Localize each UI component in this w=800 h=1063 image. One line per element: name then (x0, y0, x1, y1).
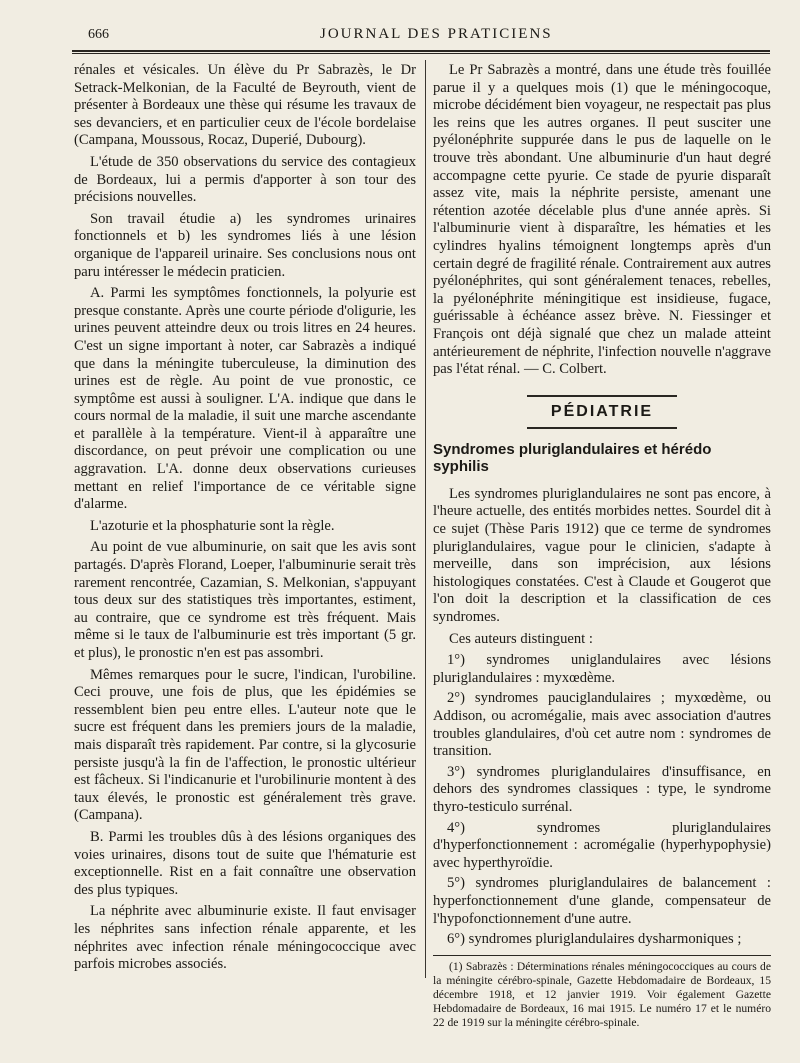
article-title: Syndromes pluriglandulaires et hérédo syphilis (433, 440, 712, 476)
paragraph: Les syndromes pluriglandulaires ne sont pas encore, à l'heure actuelle, des entités morbides nettes. Sourdel dit à ce sujet (Thèse Paris 1912) que ce terme de syndromes pluriglandulaires, vague pour le clinicien, s'adapte à merveille, dans son imprécision, aux lésions histologiques constatées. C'est à Claude et Gougerot que l'on doit la description et la classification de ces syndromes. (433, 485, 771, 626)
page-header (70, 22, 770, 48)
list-item: 6°) syndromes pluriglandulaires dysharmoniques ; (447, 931, 742, 948)
paragraph: Au point de vue albuminurie, on sait que les avis sont partagés. D'après Florand, Loeper, l'albuminurie serait très rarement rencontrée, Cazamian, S. Melkonian, s'appuyant tous deux sur des statistiques très importantes, estiment, au contraire, que ce syndrome est très fréquent. Mais même si le taux de l'albuminurie est très important (5 gr. et plus), le pronostic n'en est pas assombri. (74, 539, 416, 661)
footnote: (1) Sabrazès : Déterminations rénales méningococciques au cours de la méningite cérébro-spinale, Gazette Hebdomadaire de Bordeaux, 15 décembre 1918, et 12 janvier 1919. Voir également Gazette Hebdomadaire de Bordeaux, 16 mai 1915. Le numéro 17 et le numéro 22 de 1919 sur la méningite cérébro-spinale. (433, 959, 771, 1029)
header-rule-thin (72, 53, 770, 54)
list-item: 2°) syndromes pauciglandulaires ; myxœdème, ou Addison, ou acromégalie, mais avec association d'autres troubles glandulaires, d'où cet autre nom : syndromes de transition. (433, 690, 771, 760)
paragraph: L'azoturie et la phosphaturie sont la règle. (90, 517, 335, 534)
paragraph: A. Parmi les symptômes fonctionnels, la polyurie est presque constante. Après une courte période d'oligurie, les urines peuvent atteindre deux ou trois litres en 24 heures. C'est un signe important à noter, car Sabrazès a indiqué que dans la méningite tuberculeuse, la diminution des urines est de règle. Au point de vue pronostic, ce symptôme est aussi à souligner. L'A. indique que dans le cours normal de la maladie, il suit une marche ascendante et parallèle à la température. Vient-il à apparaître une discordance, on peut prévoir une complication ou une aggravation. L'A. donne deux observations curieuses mettant en relief l'importance de ce véritable signe d'alarme. (74, 285, 416, 513)
column-divider (425, 60, 426, 978)
right-column (433, 62, 771, 1034)
list-item: 3°) syndromes pluriglandulaires d'insuffisance, en dehors des syndromes classiques : type, le syndrome thyro-testiculo surrénal. (433, 763, 771, 815)
running-title: JOURNAL DES PRATICIENS (320, 26, 553, 42)
paragraph: Son travail étudie a) les syndromes urinaires fonctionnels et b) les syndromes liés à une lésion organique de l'appareil urinaire. Ses conclusions nous ont paru intéresser le médecin praticien. (74, 210, 416, 280)
page-number: 666 (88, 27, 109, 42)
paragraph: B. Parmi les troubles dûs à des lésions organiques des voies urinaires, disons tout de suite que l'hématurie est exceptionnelle. Rist en a fait connaître une observation des plus typiques. (74, 828, 416, 898)
section-heading: PÉDIATRIE (527, 395, 677, 429)
paragraph: Ces auteurs distinguent : (449, 630, 593, 647)
paragraph: Le Pr Sabrazès a montré, dans une étude très fouillée parue il y a quelques mois (1) que le méningocoque, microbe décidément bien voyageur, ne respectait pas plus les reins que les autres organes. Il peut susciter une pyélonéphrite suppurée dans le pus de laquelle on le trouve très abondant. Une albuminurie d'un haut degré accompagne cette pyurie. Ce stade de pyurie disparaît assez vite, mais la néphrite persiste, amenant une rétention azotée décelable plus d'une année après. Si l'albuminurie vient à disparaître, les hématies et les cylindres hyalins témoignent longtemps après d'un certain degré de fragilité rénale. Contrairement aux autres pyélonéphrites, qui sont généralement tenaces, rebelles, la pyélonéphrite méningitique est insidieuse, fugace, guérissable à échéance assez brève. N. Fiessinger et François ont déjà signalé que chez un malade atteint antérieurement de néphrite, l'infection nouvelle n'aggrave pas l'état rénal. — C. Colbert. (433, 62, 771, 378)
paragraph: rénales et vésicales. Un élève du Pr Sabrazès, le Dr Setrack-Melkonian, de la Faculté de Beyrouth, vient de présenter à Bordeaux une thèse qui résume les travaux de ses devanciers, et en particulier ceux de l'école bordelaise (Campana, Moussous, Rocaz, Duperié, Dubourg). (74, 62, 416, 149)
header-rule (72, 50, 770, 52)
left-column (74, 62, 416, 978)
paragraph: Mêmes remarques pour le sucre, l'indican, l'urobiline. Ceci prouve, une fois de plus, que les épidémies se ressemblent bien peu entre elles. L'auteur note que le sucre est fréquent dans les premiers jours de la maladie, mais disparaît très rapidement. Par contre, si la glycosurie persiste jusqu'à la fin de l'affection, le pronostic ultérieur est fâcheux. Si l'indicanurie et l'urobilinurie montent à des taux élevés, le pronostic est généralement très grave. (Campana). (74, 666, 416, 824)
footnote-rule (433, 955, 771, 956)
paragraph: L'étude de 350 observations du service des contagieux de Bordeaux, lui a permis d'apporter à son tour des précisions nouvelles. (74, 153, 416, 206)
list-item: 1°) syndromes uniglandulaires avec lésions pluriglandulaires : myxœdème. (433, 652, 771, 686)
paragraph: La néphrite avec albuminurie existe. Il faut envisager les néphrites sans infection rénale apparente, et les néphrites avec infection rénale méningococcique avec parfois microbes associés. (74, 903, 416, 973)
list-item: 5°) syndromes pluriglandulaires de balancement : hyperfonctionnement d'une glande, compensateur de l'hypofonctionnement d'une autre. (433, 875, 771, 927)
list-item: 4°) syndromes pluriglandulaires d'hyperfonctionnement : acromégalie (hyperhypophysie) avec hyperthyroïdie. (433, 819, 771, 871)
